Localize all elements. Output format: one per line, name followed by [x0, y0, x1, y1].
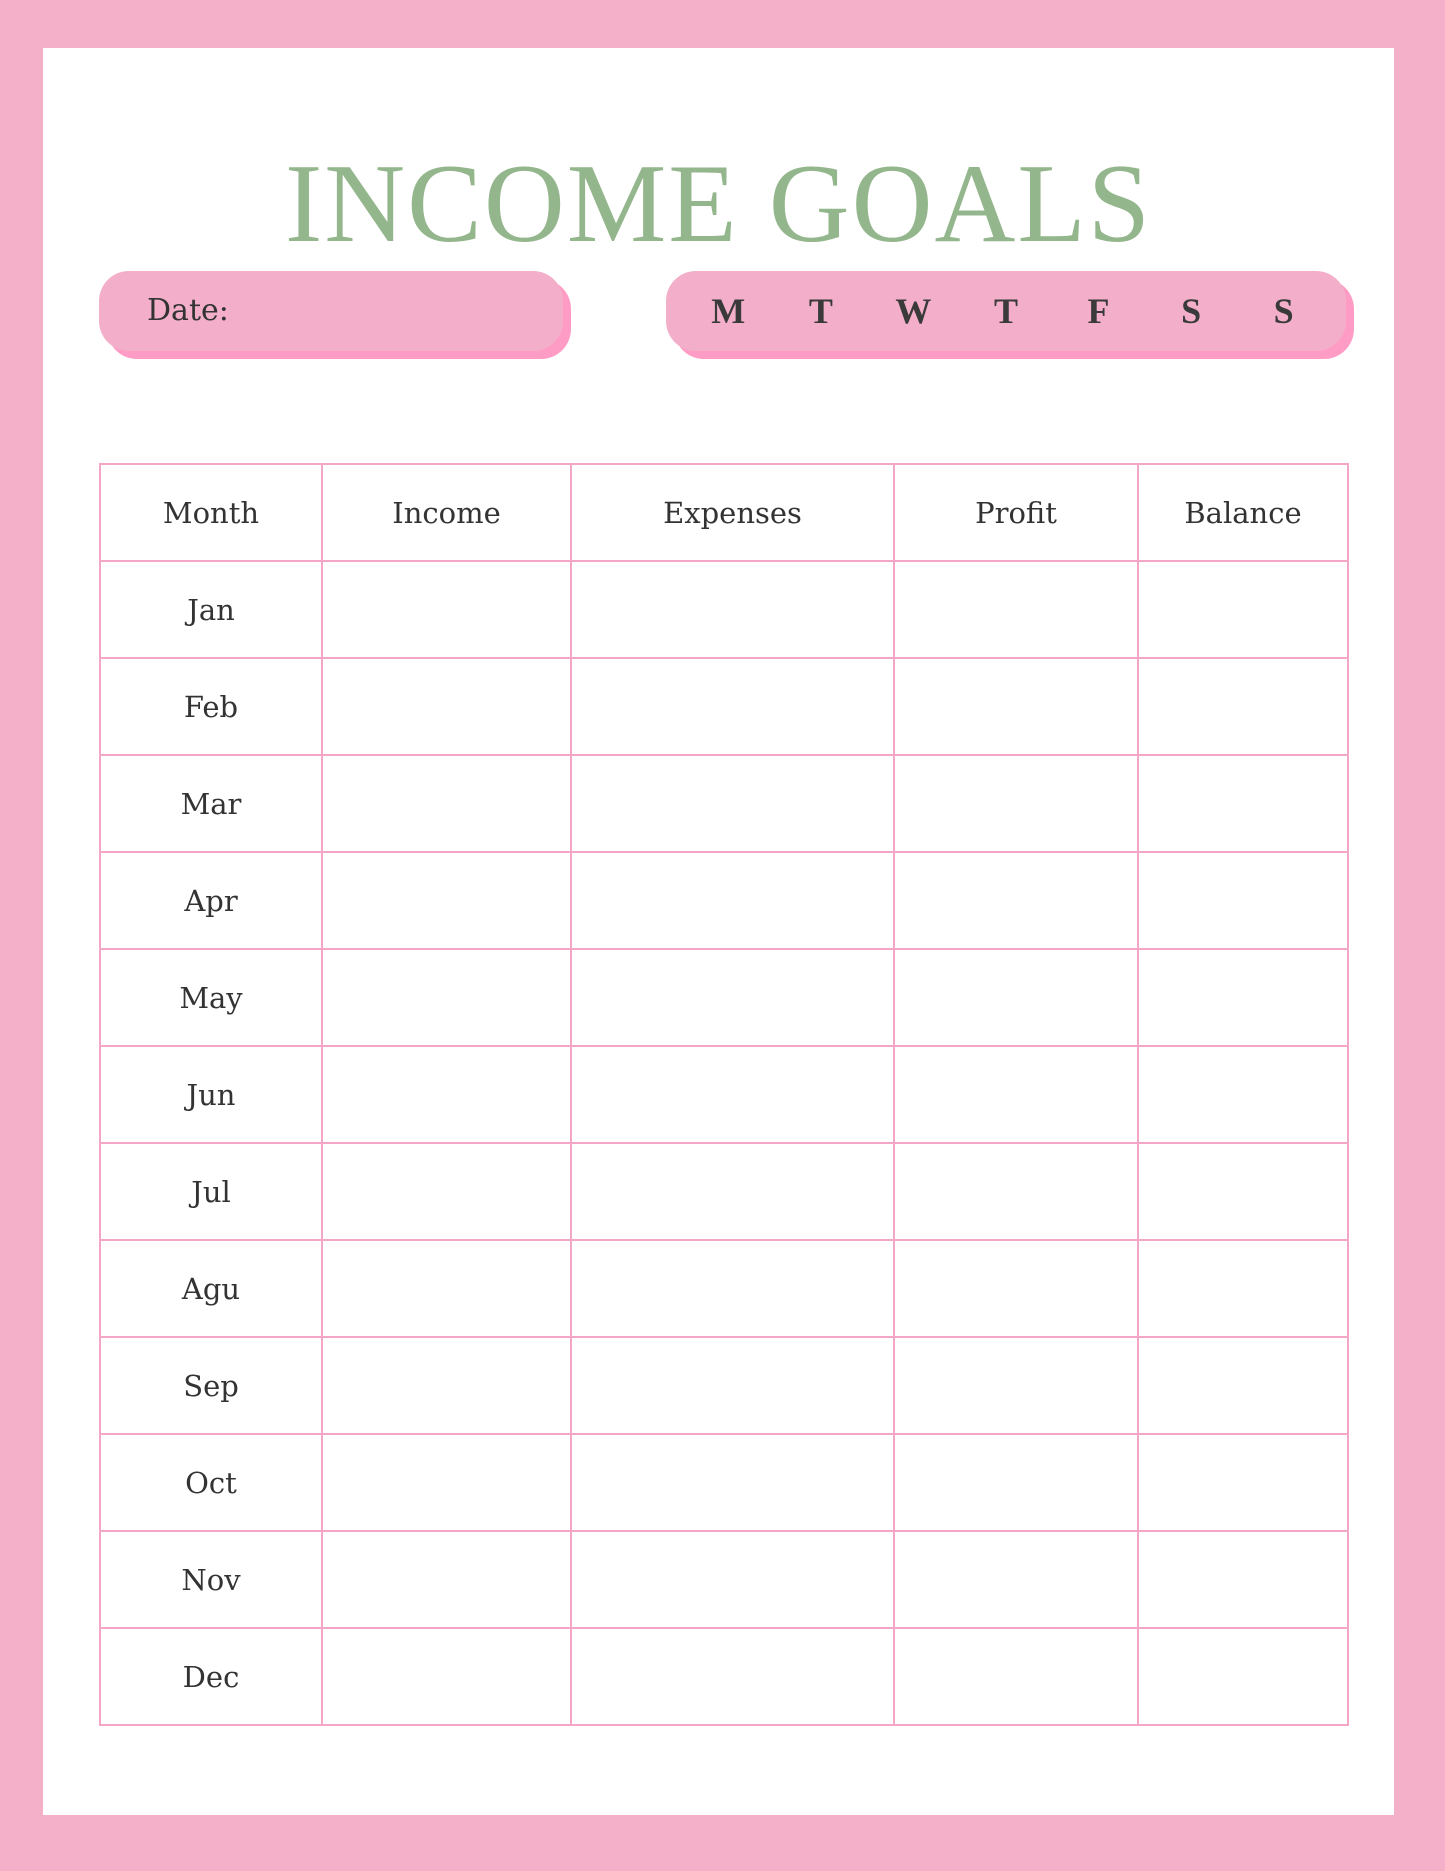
income-cell[interactable] — [322, 1143, 571, 1240]
balance-cell[interactable] — [1138, 1434, 1348, 1531]
profit-cell[interactable] — [894, 561, 1138, 658]
table-row — [100, 658, 1348, 755]
month-cell: Apr — [100, 852, 322, 949]
month-cell: Jun — [100, 1046, 322, 1143]
profit-cell[interactable] — [894, 852, 1138, 949]
month-cell: May — [100, 949, 322, 1046]
profit-cell[interactable] — [894, 1337, 1138, 1434]
profit-cell[interactable] — [894, 949, 1138, 1046]
income-cell[interactable] — [322, 561, 571, 658]
income-cell[interactable] — [322, 1240, 571, 1337]
income-table — [99, 463, 1349, 1726]
balance-cell[interactable] — [1138, 1143, 1348, 1240]
table-body — [100, 561, 1348, 1725]
profit-cell[interactable] — [894, 1143, 1138, 1240]
balance-cell[interactable] — [1138, 755, 1348, 852]
income-cell[interactable] — [322, 1531, 571, 1628]
header-balance: Balance — [1138, 464, 1348, 561]
month-cell: Oct — [100, 1434, 322, 1531]
income-cell[interactable] — [322, 1337, 571, 1434]
expenses-cell[interactable] — [571, 1434, 894, 1531]
expenses-cell[interactable] — [571, 561, 894, 658]
income-cell[interactable] — [322, 658, 571, 755]
day-tuesday[interactable]: T — [808, 291, 833, 331]
balance-cell[interactable] — [1138, 1240, 1348, 1337]
balance-cell[interactable] — [1138, 1337, 1348, 1434]
profit-cell[interactable] — [894, 1531, 1138, 1628]
date-field[interactable] — [99, 271, 563, 351]
day-wednesday[interactable]: W — [895, 291, 932, 331]
expenses-cell[interactable] — [571, 852, 894, 949]
balance-cell[interactable] — [1138, 1046, 1348, 1143]
table-row — [100, 1143, 1348, 1240]
expenses-cell[interactable] — [571, 1628, 894, 1725]
income-cell[interactable] — [322, 1628, 571, 1725]
profit-cell[interactable] — [894, 1240, 1138, 1337]
day-sunday[interactable]: S — [1273, 291, 1294, 331]
day-monday[interactable]: M — [711, 291, 746, 331]
table-row — [100, 1240, 1348, 1337]
header-profit: Profit — [894, 464, 1138, 561]
header-income: Income — [322, 464, 571, 561]
month-cell: Sep — [100, 1337, 322, 1434]
table-row — [100, 949, 1348, 1046]
table-row — [100, 852, 1348, 949]
month-cell: Feb — [100, 658, 322, 755]
day-saturday[interactable]: S — [1181, 291, 1202, 331]
month-cell: Agu — [100, 1240, 322, 1337]
month-cell: Mar — [100, 755, 322, 852]
expenses-cell[interactable] — [571, 658, 894, 755]
balance-cell[interactable] — [1138, 1628, 1348, 1725]
profit-cell[interactable] — [894, 755, 1138, 852]
profit-cell[interactable] — [894, 1434, 1138, 1531]
day-friday[interactable]: F — [1087, 291, 1110, 331]
expenses-cell[interactable] — [571, 1337, 894, 1434]
balance-cell[interactable] — [1138, 852, 1348, 949]
expenses-cell[interactable] — [571, 1240, 894, 1337]
income-cell[interactable] — [322, 1046, 571, 1143]
table-row — [100, 1337, 1348, 1434]
table-row — [100, 1628, 1348, 1725]
table-row — [100, 1531, 1348, 1628]
balance-cell[interactable] — [1138, 949, 1348, 1046]
expenses-cell[interactable] — [571, 755, 894, 852]
table-row — [100, 561, 1348, 658]
header-expenses: Expenses — [571, 464, 894, 561]
expenses-cell[interactable] — [571, 1531, 894, 1628]
profit-cell[interactable] — [894, 1046, 1138, 1143]
weekday-selector — [666, 271, 1346, 351]
header-month: Month — [100, 464, 322, 561]
income-cell[interactable] — [322, 949, 571, 1046]
table-header-row — [100, 464, 1348, 561]
income-cell[interactable] — [322, 852, 571, 949]
table-row — [100, 1434, 1348, 1531]
month-cell: Dec — [100, 1628, 322, 1725]
income-cell[interactable] — [322, 1434, 571, 1531]
balance-cell[interactable] — [1138, 1531, 1348, 1628]
month-cell: Jan — [100, 561, 322, 658]
balance-cell[interactable] — [1138, 658, 1348, 755]
profit-cell[interactable] — [894, 1628, 1138, 1725]
date-label: Date: — [147, 293, 229, 328]
income-cell[interactable] — [322, 755, 571, 852]
balance-cell[interactable] — [1138, 561, 1348, 658]
planner-page — [43, 48, 1394, 1815]
expenses-cell[interactable] — [571, 1046, 894, 1143]
expenses-cell[interactable] — [571, 949, 894, 1046]
expenses-cell[interactable] — [571, 1143, 894, 1240]
page-title: INCOME GOALS — [284, 142, 1153, 266]
day-thursday[interactable]: T — [993, 291, 1018, 331]
table-row — [100, 755, 1348, 852]
month-cell: Nov — [100, 1531, 322, 1628]
profit-cell[interactable] — [894, 658, 1138, 755]
table-row — [100, 1046, 1348, 1143]
month-cell: Jul — [100, 1143, 322, 1240]
